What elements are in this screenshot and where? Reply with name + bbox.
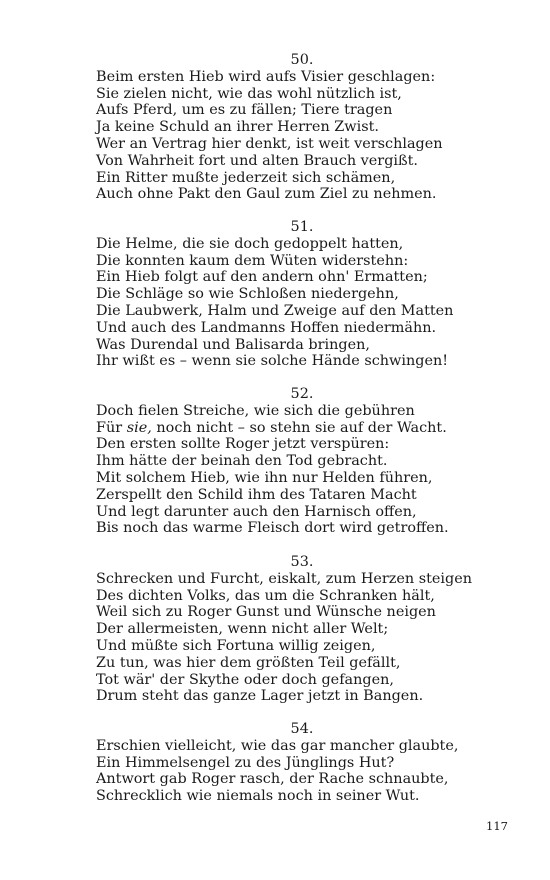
verse-line: Was Durendal und Balisarda bringen, [96, 336, 370, 353]
verse-line: Ja keine Schuld an ihrer Herren Zwist. [96, 119, 379, 136]
verse-line: Tot wär' der Skythe oder doch gefangen, [96, 671, 394, 688]
verse-line: Den ersten sollte Roger jetzt verspüren: [96, 436, 390, 453]
verse-line: Beim ersten Hieb wird aufs Visier geschlagen: [96, 68, 436, 85]
verse-line: Mit solchem Hieb, wie ihn nur Helden führen, [96, 469, 433, 486]
verse-line: Bis noch das warme Fleisch dort wird getroffen. [96, 520, 449, 537]
verse-line: Und auch des Landmanns Hoffen niedermähn. [96, 319, 437, 336]
stanza-53 [96, 554, 526, 705]
stanza-50 [96, 52, 526, 203]
emphasized-word: sie, [126, 419, 152, 436]
verse-line: Auch ohne Pakt den Gaul zum Ziel zu nehmen. [96, 186, 437, 203]
verse-line: Drum steht das ganze Lager jetzt in Bangen. [96, 688, 424, 705]
verse-line: Die Schläge so wie Schloßen niedergehn, [96, 286, 399, 303]
stanza-52 [96, 386, 526, 537]
verse-line: Zerspellt den Schild ihm des Tataren Macht [96, 486, 417, 503]
page-number: 117 [486, 819, 508, 833]
verse-line: Wer an Vertrag hier denkt, ist weit verschlagen [96, 135, 443, 152]
verse-line: Der allermeisten, wenn nicht aller Welt; [96, 621, 389, 638]
verse-line: Antwort gab Roger rasch, der Rache schnaubte, [96, 771, 449, 788]
verse-line: Schrecken und Furcht, eiskalt, zum Herzen steigen [96, 570, 473, 587]
verse-line: Ein Himmelsengel zu des Jünglings Hut? [96, 754, 395, 771]
stanza-number: 51. [290, 219, 314, 235]
verse-line-with-emphasis [96, 420, 526, 437]
verse-line: Weil sich zu Roger Gunst und Wünsche neigen [96, 604, 436, 621]
verse-line: Ein Hieb folgt auf den andern ohn' Ermatten; [96, 269, 428, 286]
verse-line: Erschien vielleicht, wie das gar mancher glaubte, [96, 737, 459, 754]
verse-line: Die Laubwerk, Halm und Zweige auf den Matten [96, 302, 454, 319]
verse-line: Ihm hätte der beinah den Tod gebracht. [96, 453, 388, 470]
line-text-after: noch nicht – so stehn sie auf der Wacht. [151, 419, 447, 436]
verse-line: Des dichten Volks, das um die Schranken hält, [96, 587, 435, 604]
verse-line: Doch fielen Streiche, wie sich die gebühren [96, 402, 415, 419]
verse-line: Aufs Pferd, um es zu fällen; Tiere tragen [96, 102, 393, 119]
line-text-before: Für [96, 419, 127, 436]
verse-line: Und müßte sich Fortuna willig zeigen, [96, 637, 376, 654]
verse-line: Schrecklich wie niemals noch in seiner Wut. [96, 788, 420, 805]
stanza-number: 53. [290, 554, 314, 570]
verse-line: Von Wahrheit fort und alten Brauch vergißt. [96, 152, 418, 169]
verse-line: Sie zielen nicht, wie das wohl nützlich ist, [96, 85, 402, 102]
verse-line: Ihr wißt es – wenn sie solche Hände schwingen! [96, 353, 449, 370]
stanza-51 [96, 219, 526, 370]
verse-line: Die Helme, die sie doch gedoppelt hatten, [96, 235, 404, 252]
verse-line: Zu tun, was hier dem größten Teil gefällt, [96, 654, 401, 671]
verse-line: Ein Ritter mußte jederzeit sich schämen, [96, 169, 396, 186]
verse-line: Und legt darunter auch den Harnisch offen, [96, 503, 417, 520]
stanza-number: 52. [290, 386, 314, 402]
stanza-number: 50. [290, 52, 314, 68]
verse-line: Die konnten kaum dem Wüten widerstehn: [96, 252, 409, 269]
stanza-number: 54. [290, 721, 314, 737]
stanza-54 [96, 721, 526, 805]
